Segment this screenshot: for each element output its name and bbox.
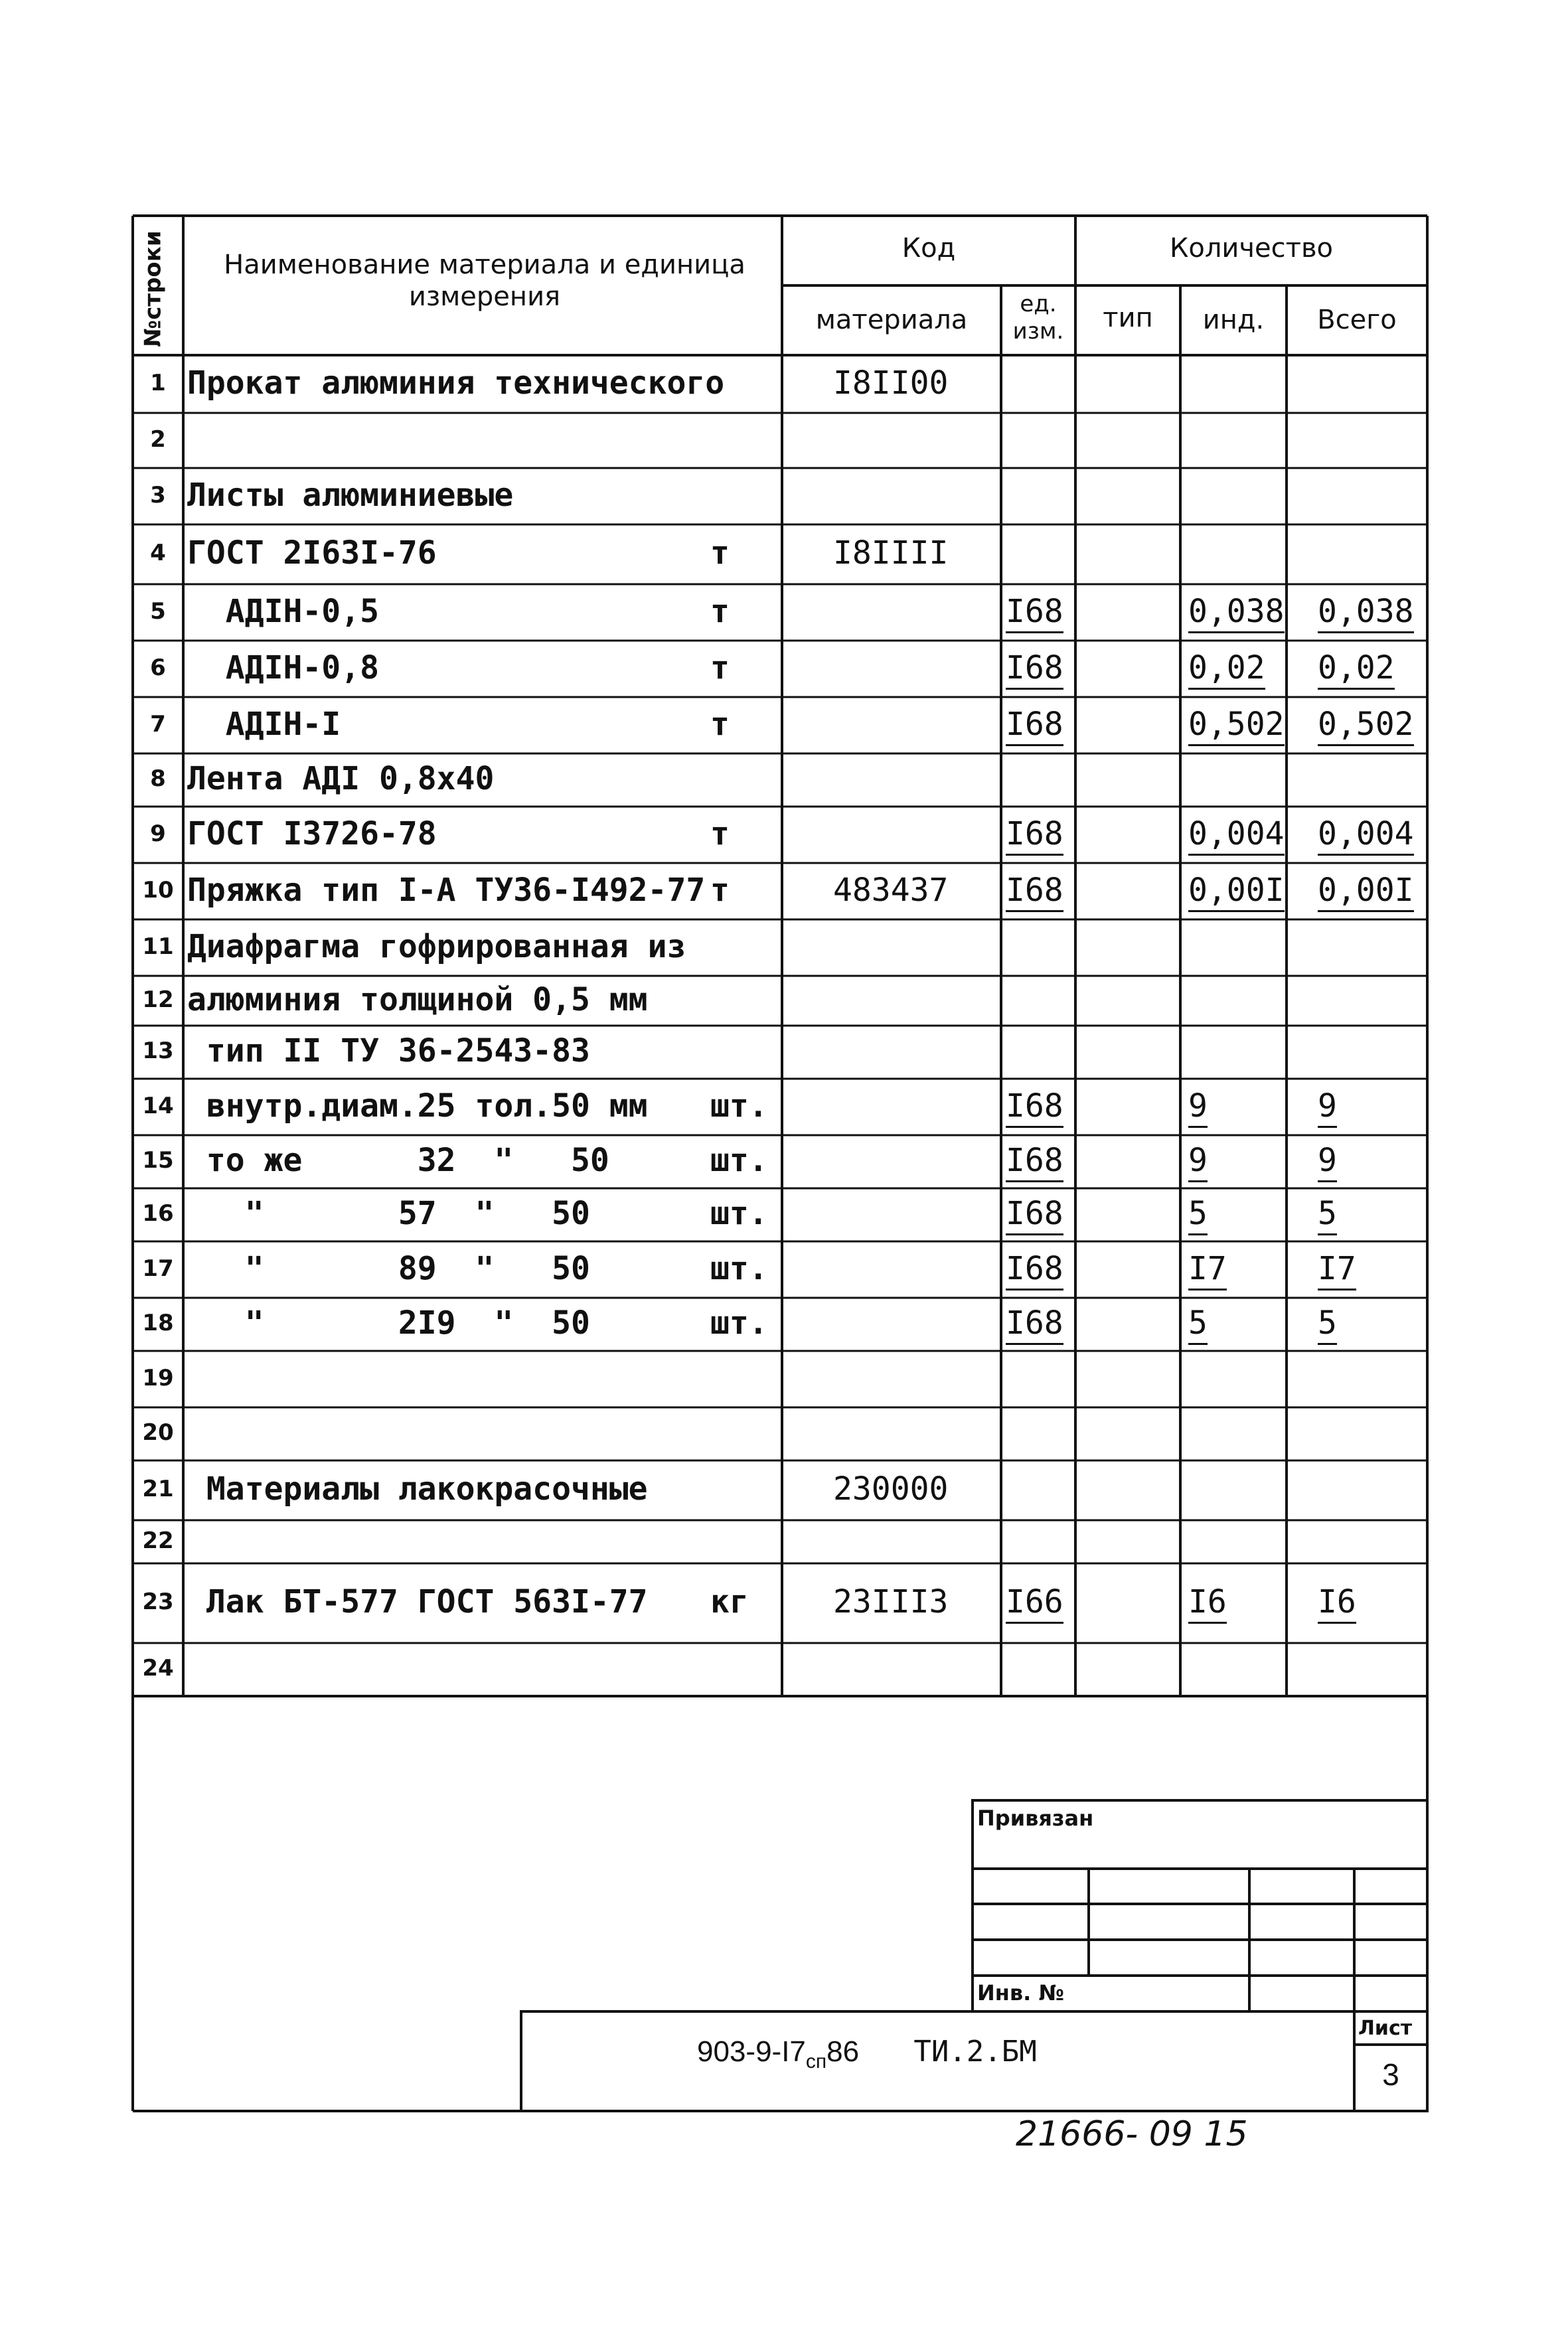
material-name: внутр.диам.25 тол.50 мм: [187, 1087, 648, 1125]
unit-of-measure: кг: [710, 1583, 749, 1620]
material-name: " 57 " 50: [187, 1195, 590, 1232]
row-number: 4: [150, 540, 166, 566]
material-code: 483437: [833, 871, 949, 909]
handwritten-archive-number: 21666- 09 15: [1016, 2114, 1248, 2154]
unit-code: I68: [1006, 1249, 1063, 1291]
row-number: 22: [142, 1527, 174, 1554]
quantity-total: 5: [1318, 1303, 1337, 1345]
code-header: Код: [902, 233, 956, 264]
quantity-individual: 0,004: [1188, 814, 1285, 856]
material-code-header: материала: [815, 305, 968, 335]
row-number: 19: [142, 1364, 174, 1391]
row-number: 9: [150, 820, 166, 847]
unit-of-measure: т: [710, 649, 730, 686]
row-number: 6: [150, 654, 166, 681]
unit-code: I68: [1006, 1194, 1063, 1235]
type-header: тип: [1103, 303, 1153, 333]
bound-label: Привязан: [977, 1806, 1094, 1831]
quantity-total: 5: [1318, 1194, 1337, 1235]
quantity-individual: 5: [1188, 1194, 1208, 1235]
unit-code: I68: [1006, 870, 1063, 912]
material-name: ГОСТ 2I63I-76: [187, 534, 437, 572]
quantity-total: 0,00I: [1318, 870, 1414, 912]
row-number: 5: [150, 597, 166, 625]
quantity-total: 0,02: [1318, 648, 1395, 690]
quantity-individual: I7: [1188, 1249, 1227, 1291]
unit-of-measure: шт.: [710, 1087, 768, 1125]
unit-code: I68: [1006, 1303, 1063, 1345]
quantity-individual: 5: [1188, 1303, 1208, 1345]
material-name: АДIН-I: [187, 705, 341, 743]
row-number: 1: [150, 369, 166, 396]
quantity-individual: 9: [1188, 1086, 1208, 1128]
row-number: 21: [142, 1476, 174, 1502]
row-number: 2: [150, 426, 166, 453]
material-name: Материалы лакокрасочные: [187, 1470, 648, 1508]
row-number: 17: [142, 1255, 174, 1282]
row-number-header: №строки: [140, 230, 167, 347]
material-name: " 2I9 " 50: [187, 1304, 590, 1342]
material-name: Пряжка тип I-А ТУ36-I492-77: [187, 871, 706, 909]
sheet-number: 3: [1382, 2057, 1399, 2092]
row-number: 10: [142, 876, 174, 903]
material-code: I8IIII: [833, 534, 949, 572]
material-name: Листы алюминиевые: [187, 476, 514, 514]
quantity-individual: 0,00I: [1188, 870, 1285, 912]
unit-of-measure: т: [710, 592, 730, 630]
quantity-total: 0,004: [1318, 814, 1414, 856]
material-name: АДIН-0,8: [187, 649, 379, 686]
unit-of-measure: т: [710, 534, 730, 572]
unit-code: I66: [1006, 1582, 1063, 1624]
quantity-individual: 9: [1188, 1140, 1208, 1182]
sheet-label: Лист: [1358, 2017, 1413, 2040]
row-number: 3: [150, 481, 166, 509]
material-name: " 89 " 50: [187, 1249, 590, 1287]
document-designation: [697, 2035, 1037, 2073]
individual-header: инд.: [1202, 305, 1265, 335]
material-name: ГОСТ I3726-78: [187, 815, 437, 852]
unit-of-measure: т: [710, 871, 730, 909]
inventory-number-label: Инв. №: [977, 1980, 1064, 2005]
row-number: 12: [142, 986, 174, 1013]
material-name-header: Наименование материала и единица измерения: [224, 250, 745, 312]
quantity-total: 9: [1318, 1086, 1337, 1128]
unit-of-measure: шт.: [710, 1195, 768, 1232]
quantity-individual: I6: [1188, 1582, 1227, 1624]
unit-of-measure: т: [710, 815, 730, 852]
row-number: 11: [142, 933, 174, 960]
unit-code-header: ед. изм.: [1012, 291, 1064, 345]
quantity-individual: 0,02: [1188, 648, 1265, 690]
unit-of-measure: шт.: [710, 1142, 768, 1179]
material-name: Лента АДI 0,8х40: [187, 760, 495, 797]
row-number: 16: [142, 1200, 174, 1227]
material-code: 230000: [833, 1470, 949, 1508]
quantity-individual: 0,502: [1188, 704, 1285, 746]
document-sub: сп: [805, 2050, 827, 2073]
unit-of-measure: т: [710, 705, 730, 743]
unit-code: I68: [1006, 1086, 1063, 1128]
row-number: 14: [142, 1092, 174, 1119]
unit-code: I68: [1006, 814, 1063, 856]
quantity-total: I7: [1318, 1249, 1356, 1291]
row-number: 7: [150, 710, 166, 738]
material-name: Диафрагма гофрированная из: [187, 927, 686, 965]
material-code: I8II00: [833, 364, 949, 402]
material-name: алюминия толщиной 0,5 мм: [187, 980, 648, 1018]
material-name: Прокат алюминия технического: [187, 364, 725, 402]
document-mark: ТИ.2.БМ: [913, 2035, 1037, 2069]
document-year: 86: [826, 2035, 860, 2068]
material-name: то же 32 " 50: [187, 1142, 609, 1179]
row-number: 15: [142, 1147, 174, 1174]
quantity-header: Количество: [1169, 233, 1333, 264]
quantity-total: I6: [1318, 1582, 1356, 1624]
unit-code: I68: [1006, 591, 1063, 633]
unit-of-measure: шт.: [710, 1304, 768, 1342]
material-code: 23III3: [833, 1583, 949, 1620]
total-header: Всего: [1317, 305, 1397, 335]
quantity-individual: 0,038: [1188, 591, 1285, 633]
row-number: 8: [150, 765, 166, 792]
row-number: 24: [142, 1655, 174, 1682]
unit-of-measure: шт.: [710, 1249, 768, 1287]
row-number: 18: [142, 1310, 174, 1336]
unit-code: I68: [1006, 1140, 1063, 1182]
row-number: 13: [142, 1038, 174, 1064]
row-number: 20: [142, 1419, 174, 1446]
row-number: 23: [142, 1589, 174, 1615]
material-name: Лак БТ-577 ГОСТ 563I-77: [187, 1583, 648, 1620]
quantity-total: 0,038: [1318, 591, 1414, 633]
quantity-total: 9: [1318, 1140, 1337, 1182]
quantity-total: 0,502: [1318, 704, 1414, 746]
document-code: 903-9-I7: [697, 2035, 806, 2068]
material-name: тип II ТУ 36-2543-83: [187, 1032, 590, 1069]
material-name: АДIН-0,5: [187, 592, 379, 630]
unit-code: I68: [1006, 648, 1063, 690]
unit-code: I68: [1006, 704, 1063, 746]
